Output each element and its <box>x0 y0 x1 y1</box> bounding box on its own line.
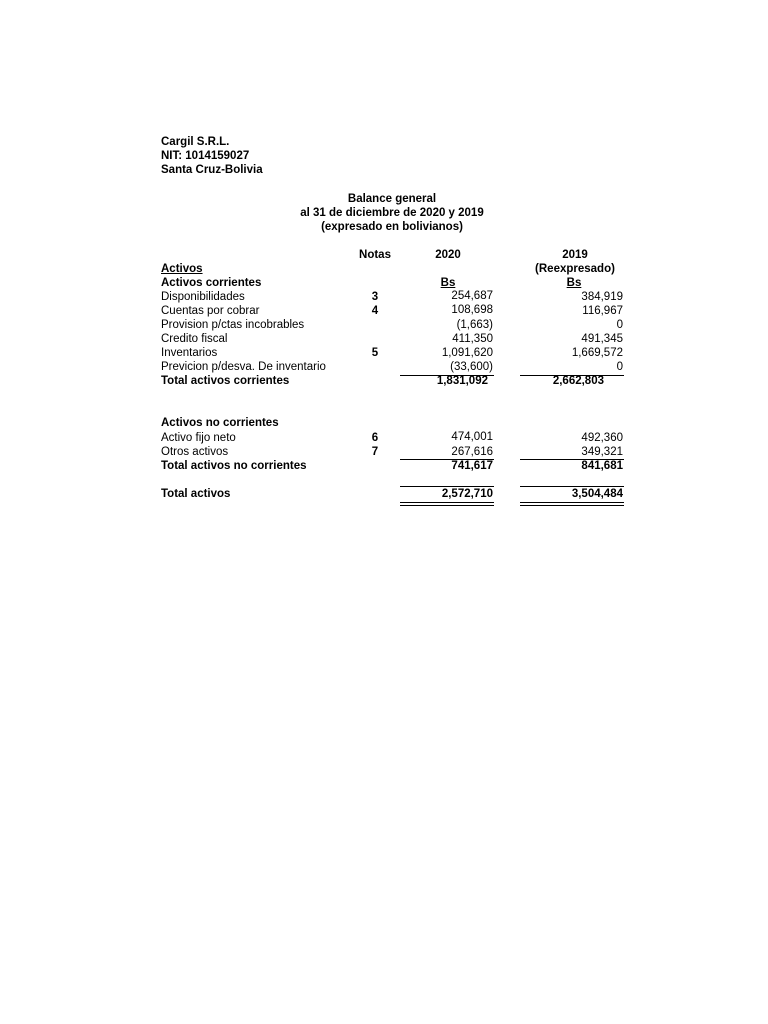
total-current-label: Total activos corrientes <box>161 375 290 387</box>
row-value-2019: 0 <box>616 361 623 373</box>
total-current-2019: 2,662,803 <box>552 375 604 387</box>
row-label: Cuentas por cobrar <box>161 305 260 317</box>
double-rule-2019-b <box>520 505 624 506</box>
row-value-2019: 116,967 <box>582 305 623 317</box>
row-value-2019: 349,321 <box>581 446 623 458</box>
year-2020-header: 2020 <box>435 249 461 261</box>
total-current-2020: 1,831,092 <box>436 375 488 387</box>
row-value-2020: 267,616 <box>451 446 493 458</box>
row-label: Otros activos <box>161 446 229 458</box>
company-location: Santa Cruz-Bolivia <box>161 164 263 176</box>
row-value-2020: 108,698 <box>451 304 493 316</box>
double-rule-2020-a <box>400 502 494 503</box>
row-value-2020: (1,663) <box>456 319 493 331</box>
report-date: al 31 de diciembre de 2020 y 2019 <box>300 207 484 219</box>
reexpresado-label: (Reexpresado) <box>535 263 615 275</box>
noncurrent-assets-heading: Activos no corrientes <box>161 417 279 429</box>
row-label: Activo fijo neto <box>161 432 236 444</box>
double-rule-2020-b <box>400 505 494 506</box>
row-value-2020: (33,600) <box>450 361 493 373</box>
row-nota: 5 <box>371 347 379 359</box>
row-value-2019: 1,669,572 <box>571 347 623 359</box>
report-currency-note: (expresado en bolivianos) <box>321 221 463 233</box>
row-nota: 4 <box>371 305 379 317</box>
row-value-2019: 491,345 <box>581 333 623 345</box>
company-name: Cargil S.R.L. <box>161 136 230 148</box>
row-label: Inventarios <box>161 347 218 359</box>
currency-2020: Bs <box>440 277 456 289</box>
grand-total-label: Total activos <box>161 488 231 500</box>
row-nota: 6 <box>371 432 379 444</box>
row-value-2020: 254,687 <box>451 290 493 302</box>
row-value-2020: 1,091,620 <box>441 347 493 359</box>
row-label: Provision p/ctas incobrables <box>161 319 305 331</box>
row-value-2019: 384,919 <box>581 291 623 303</box>
row-label: Previcion p/desva. De inventario <box>161 361 326 373</box>
activos-heading: Activos <box>161 263 203 275</box>
report-title: Balance general <box>347 193 437 205</box>
total-noncurrent-2019: 841,681 <box>581 460 623 472</box>
year-2019-header: 2019 <box>562 249 588 261</box>
row-label: Credito fiscal <box>161 333 228 345</box>
row-value-2020: 411,350 <box>452 333 493 345</box>
total-noncurrent-label: Total activos no corrientes <box>161 460 307 472</box>
row-value-2019: 492,360 <box>581 432 623 444</box>
grand-total-2019: 3,504,484 <box>571 488 623 500</box>
row-value-2020: 474,001 <box>451 431 493 443</box>
double-rule-2019-a <box>520 502 624 503</box>
current-assets-heading: Activos corrientes <box>161 277 262 289</box>
row-value-2019: 0 <box>616 319 623 331</box>
company-nit: NIT: 1014159027 <box>161 150 250 162</box>
row-nota: 3 <box>371 291 379 303</box>
grand-total-2020: 2,572,710 <box>441 488 493 500</box>
currency-2019: Bs <box>566 277 582 289</box>
notas-header: Notas <box>359 249 391 261</box>
total-noncurrent-2020: 741,617 <box>451 460 493 472</box>
row-label: Disponibilidades <box>161 291 245 303</box>
row-nota: 7 <box>371 446 379 458</box>
